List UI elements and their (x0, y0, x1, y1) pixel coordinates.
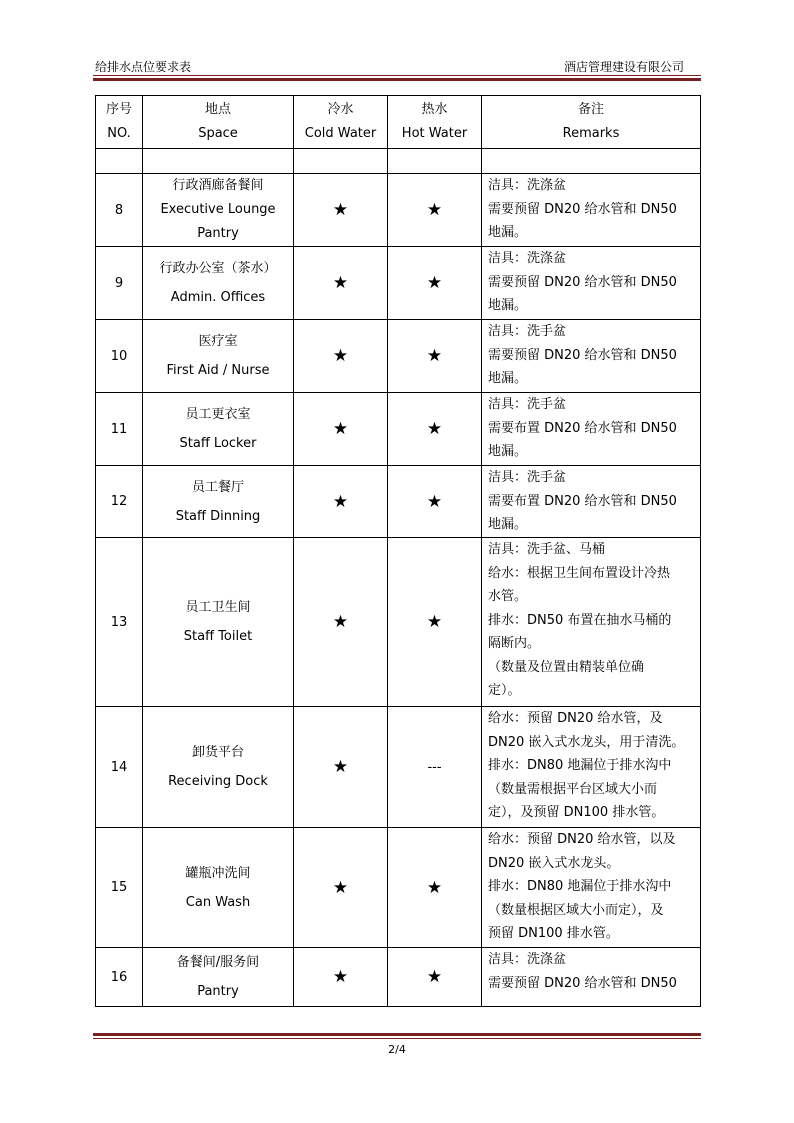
remarks-line: 地漏。 (488, 517, 528, 532)
remarks-line: 需要布置 DN20 给水管和 DN50 (488, 493, 677, 509)
remarks-cell (482, 466, 701, 538)
space-name-en: Staff Toilet (183, 629, 253, 644)
remarks-line: 洁具：洗手盆 (488, 397, 567, 412)
water-points-table (95, 95, 701, 1007)
row-number: 16 (96, 948, 143, 1007)
header-rule-thick (93, 78, 701, 81)
space-name-zh: 行政酒廊备餐间 (172, 178, 264, 193)
remarks-line: 洁具：洗涤盆 (488, 251, 567, 266)
space-cell (143, 393, 294, 466)
remarks-line: 地漏。 (488, 298, 528, 313)
remarks-line: 给水：根据卫生间布置设计冷热 (488, 565, 671, 581)
cold-water-mark: ★ (294, 247, 388, 320)
remarks-cell (482, 393, 701, 466)
space-cell (143, 948, 294, 1007)
remarks-line: 给水：预留 DN20 给水管，及 (488, 711, 663, 726)
remarks-line: 需要预留 DN20 给水管和 DN50 (488, 274, 677, 290)
column-header-remarks: 备注 Remarks (482, 96, 701, 149)
space-name-en: Staff Locker (179, 436, 257, 451)
remarks-line: 需要预留 DN20 给水管和 DN50 (488, 201, 677, 217)
remarks-cell (482, 320, 701, 393)
remarks-line: 排水：DN50 布置在抽水马桶的 (488, 612, 672, 628)
hot-water-mark: ★ (388, 393, 482, 466)
remarks-line: 需要布置 DN20 给水管和 DN50 (488, 420, 677, 436)
table-row (96, 174, 701, 247)
row-number: 13 (96, 538, 143, 707)
space-name-zh: 员工餐厅 (191, 479, 244, 495)
column-header-cold-water: 冷水 Cold Water (294, 96, 388, 149)
cold-water-mark: ★ (294, 320, 388, 393)
document-header-title: 给排水点位要求表 (95, 60, 192, 74)
space-name-en: Can Wash (185, 894, 251, 910)
footer-rule-thin (93, 1038, 701, 1039)
space-cell (143, 320, 294, 393)
space-name-en: Admin. Offices (170, 290, 266, 305)
remarks-line: 洁具：洗涤盆 (488, 178, 567, 193)
remarks-line: （数量根据区域大小而定），及 (488, 902, 664, 918)
remarks-cell (482, 174, 701, 247)
hot-water-mark: --- (388, 707, 482, 828)
cold-water-mark: ★ (294, 466, 388, 538)
row-number: 8 (96, 174, 143, 247)
table-row (96, 538, 701, 707)
remarks-line: 定），及预留 DN100 排水管。 (488, 805, 665, 820)
row-number: 15 (96, 828, 143, 948)
hot-water-mark: ★ (388, 174, 482, 247)
remarks-cell (482, 538, 701, 707)
remarks-line: 排水：DN80 地漏位于排水沟中 (488, 879, 672, 894)
cold-water-mark: ★ (294, 948, 388, 1007)
remarks-line: 水管。 (488, 589, 528, 604)
table-row (96, 320, 701, 393)
space-name-zh: 医疗室 (198, 334, 238, 349)
space-cell (143, 538, 294, 707)
space-cell (143, 707, 294, 828)
space-name-en: Pantry (197, 984, 239, 999)
cold-water-mark: ★ (294, 828, 388, 948)
cold-water-mark: ★ (294, 707, 388, 828)
table-header-row (96, 96, 701, 149)
row-number: 9 (96, 247, 143, 320)
header-rule-thin (93, 75, 701, 76)
remarks-line: 洁具：洗手盆 (488, 324, 567, 339)
hot-water-mark: ★ (388, 320, 482, 393)
remarks-line: 需要预留 DN20 给水管和 DN50 (488, 975, 677, 991)
remarks-cell (482, 247, 701, 320)
space-name-en: Receiving Dock (168, 774, 268, 789)
row-number: 10 (96, 320, 143, 393)
space-cell (143, 247, 294, 320)
space-name-en: Staff Dinning (175, 508, 261, 524)
remarks-cell (482, 828, 701, 948)
remarks-line: 定）。 (488, 683, 521, 698)
remarks-cell (482, 707, 701, 828)
space-cell (143, 174, 294, 247)
cold-water-mark: ★ (294, 538, 388, 707)
row-number: 12 (96, 466, 143, 538)
remarks-line: 隔断内。 (488, 636, 541, 651)
remarks-line: 排水：DN80 地漏位于排水沟中 (488, 758, 672, 773)
table-row (96, 466, 701, 538)
remarks-line: 洁具：洗涤盆 (488, 952, 567, 967)
column-header-hot-water: 热水 Hot Water (388, 96, 482, 149)
column-header-space: 地点 Space (143, 96, 294, 149)
cold-water-mark: ★ (294, 393, 388, 466)
space-cell (143, 828, 294, 948)
remarks-line: （数量及位置由精装单位确 (488, 659, 645, 675)
remarks-line: 给水：预留 DN20 给水管，以及 (488, 832, 676, 847)
hot-water-mark: ★ (388, 247, 482, 320)
remarks-line: 洁具：洗手盆 (488, 470, 567, 485)
row-number: 14 (96, 707, 143, 828)
space-name-en: Pantry (197, 226, 239, 241)
space-name-en: First Aid / Nurse (166, 363, 270, 378)
column-header-no: 序号 NO. (96, 96, 143, 149)
remarks-line: DN20 嵌入式水龙头，用于清洗。 (488, 734, 685, 750)
remarks-line: 预留 DN100 排水管。 (488, 926, 619, 941)
remarks-line: （数量需根据平台区域大小而 (488, 781, 658, 797)
hot-water-mark: ★ (388, 948, 482, 1007)
hot-water-mark: ★ (388, 538, 482, 707)
remarks-line: DN20 嵌入式水龙头。 (488, 855, 620, 871)
space-name-zh: 罐瓶冲洗间 (185, 865, 251, 881)
row-number: 11 (96, 393, 143, 466)
footer-rule-thick (93, 1033, 701, 1036)
space-name-en: Executive Lounge (160, 202, 276, 217)
table-row (96, 948, 701, 1007)
remarks-line: 需要预留 DN20 给水管和 DN50 (488, 347, 677, 363)
remarks-cell (482, 948, 701, 1007)
space-name-zh: 行政办公室（茶水） (159, 261, 277, 276)
space-cell (143, 466, 294, 538)
remarks-line: 洁具：洗手盆、马桶 (488, 542, 606, 557)
space-name-zh: 员工卫生间 (185, 600, 251, 615)
company-name: 酒店管理建设有限公司 (563, 60, 684, 74)
space-name-zh: 备餐间/服务间 (176, 955, 260, 970)
remarks-line: 地漏。 (488, 371, 528, 386)
table-row (96, 828, 701, 948)
table-row (96, 707, 701, 828)
hot-water-mark: ★ (388, 466, 482, 538)
space-name-zh: 卸货平台 (191, 745, 244, 760)
page-number: 2/4 (388, 1043, 406, 1056)
table-row (96, 247, 701, 320)
table-spacer-row (96, 149, 701, 174)
hot-water-mark: ★ (388, 828, 482, 948)
remarks-line: 地漏。 (488, 225, 528, 240)
space-name-zh: 员工更衣室 (185, 407, 251, 422)
cold-water-mark: ★ (294, 174, 388, 247)
table-row (96, 393, 701, 466)
remarks-line: 地漏。 (488, 444, 528, 459)
